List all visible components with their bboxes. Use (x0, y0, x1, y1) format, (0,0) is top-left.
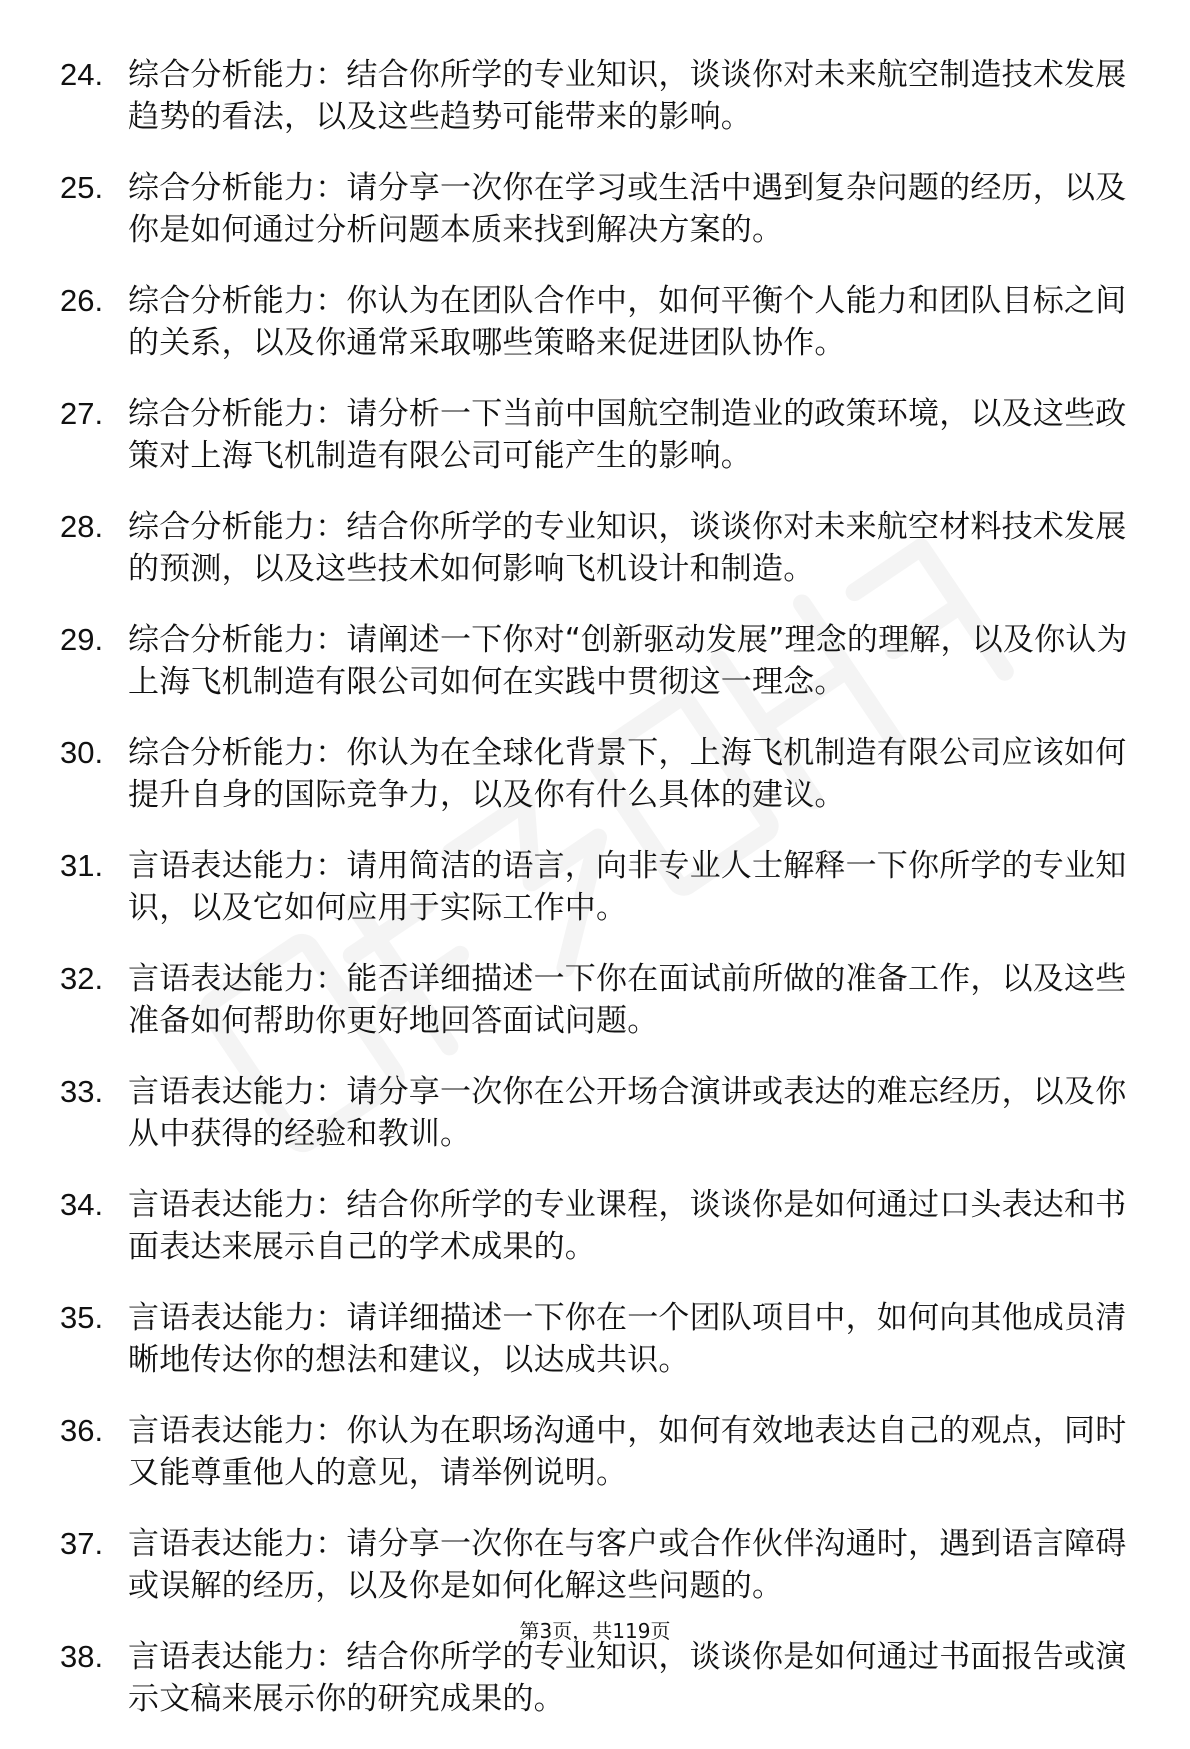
question-number: 27. (60, 396, 104, 431)
question-number: 35. (60, 1300, 104, 1335)
question-text: 言语表达能力：结合你所学的专业知识，谈谈你是如何通过书面报告或演示文稿来展示你的研究成果的。 (128, 1639, 1127, 1717)
question-text: 综合分析能力：结合你所学的专业知识，谈谈你对未来航空材料技术发展的预测，以及这些技术如何影响飞机设计和制造。 (128, 509, 1127, 587)
question-number: 33. (60, 1074, 104, 1109)
question-number: 29. (60, 622, 104, 657)
list-item (60, 280, 1130, 364)
question-text: 综合分析能力：请分享一次你在学习或生活中遇到复杂问题的经历，以及你是如何通过分析问题本质来找到解决方案的。 (128, 170, 1127, 248)
list-item (60, 54, 1130, 138)
question-text: 综合分析能力：你认为在团队合作中，如何平衡个人能力和团队目标之间的关系，以及你通常采取哪些策略来促进团队协作。 (128, 283, 1127, 361)
question-number: 34. (60, 1187, 104, 1222)
list-item (60, 619, 1130, 703)
question-number: 38. (60, 1639, 104, 1674)
list-item (60, 845, 1130, 929)
list-item (60, 167, 1130, 251)
question-text: 言语表达能力：请用简洁的语言，向非专业人士解释一下你所学的专业知识，以及它如何应用于实际工作中。 (128, 848, 1127, 926)
question-number: 37. (60, 1526, 104, 1561)
question-number: 26. (60, 283, 104, 318)
list-item (60, 1636, 1130, 1720)
question-number: 36. (60, 1413, 104, 1448)
question-text: 综合分析能力：请分析一下当前中国航空制造业的政策环境，以及这些政策对上海飞机制造有限公司可能产生的影响。 (128, 396, 1127, 474)
list-item (60, 1410, 1130, 1494)
question-text: 言语表达能力：请详细描述一下你在一个团队项目中，如何向其他成员清晰地传达你的想法和建议，以达成共识。 (128, 1300, 1127, 1378)
question-number: 25. (60, 170, 104, 205)
question-text: 言语表达能力：结合你所学的专业课程，谈谈你是如何通过口头表达和书面表达来展示自己的学术成果的。 (128, 1187, 1127, 1265)
list-item (60, 1523, 1130, 1607)
question-text: 综合分析能力：结合你所学的专业知识，谈谈你对未来航空制造技术发展趋势的看法，以及这些趋势可能带来的影响。 (128, 57, 1127, 135)
question-text: 言语表达能力：请分享一次你在与客户或合作伙伴沟通时，遇到语言障碍或误解的经历，以及你是如何化解这些问题的。 (128, 1526, 1127, 1604)
list-item (60, 1297, 1130, 1381)
list-item (60, 393, 1130, 477)
question-text: 综合分析能力：请阐述一下你对“创新驱动发展”理念的理解，以及你认为上海飞机制造有限公司如何在实践中贯彻这一理念。 (128, 622, 1128, 700)
list-item (60, 732, 1130, 816)
page-footer: 第3页，共119页 (519, 1619, 671, 1643)
question-number: 30. (60, 735, 104, 770)
question-text: 综合分析能力：你认为在全球化背景下，上海飞机制造有限公司应该如何提升自身的国际竞争力，以及你有什么具体的建议。 (128, 735, 1127, 813)
question-text: 言语表达能力：能否详细描述一下你在面试前所做的准备工作，以及这些准备如何帮助你更好地回答面试问题。 (128, 961, 1127, 1039)
list-item (60, 958, 1130, 1042)
question-number: 32. (60, 961, 104, 996)
question-text: 言语表达能力：你认为在职场沟通中，如何有效地表达自己的观点，同时又能尊重他人的意见，请举例说明。 (128, 1413, 1127, 1491)
question-number: 28. (60, 509, 104, 544)
question-list (60, 54, 1130, 1749)
question-text: 言语表达能力：请分享一次你在公开场合演讲或表达的难忘经历，以及你从中获得的经验和教训。 (128, 1074, 1127, 1152)
list-item (60, 1184, 1130, 1268)
list-item (60, 506, 1130, 590)
list-item (60, 1071, 1130, 1155)
question-number: 24. (60, 57, 104, 92)
question-number: 31. (60, 848, 104, 883)
